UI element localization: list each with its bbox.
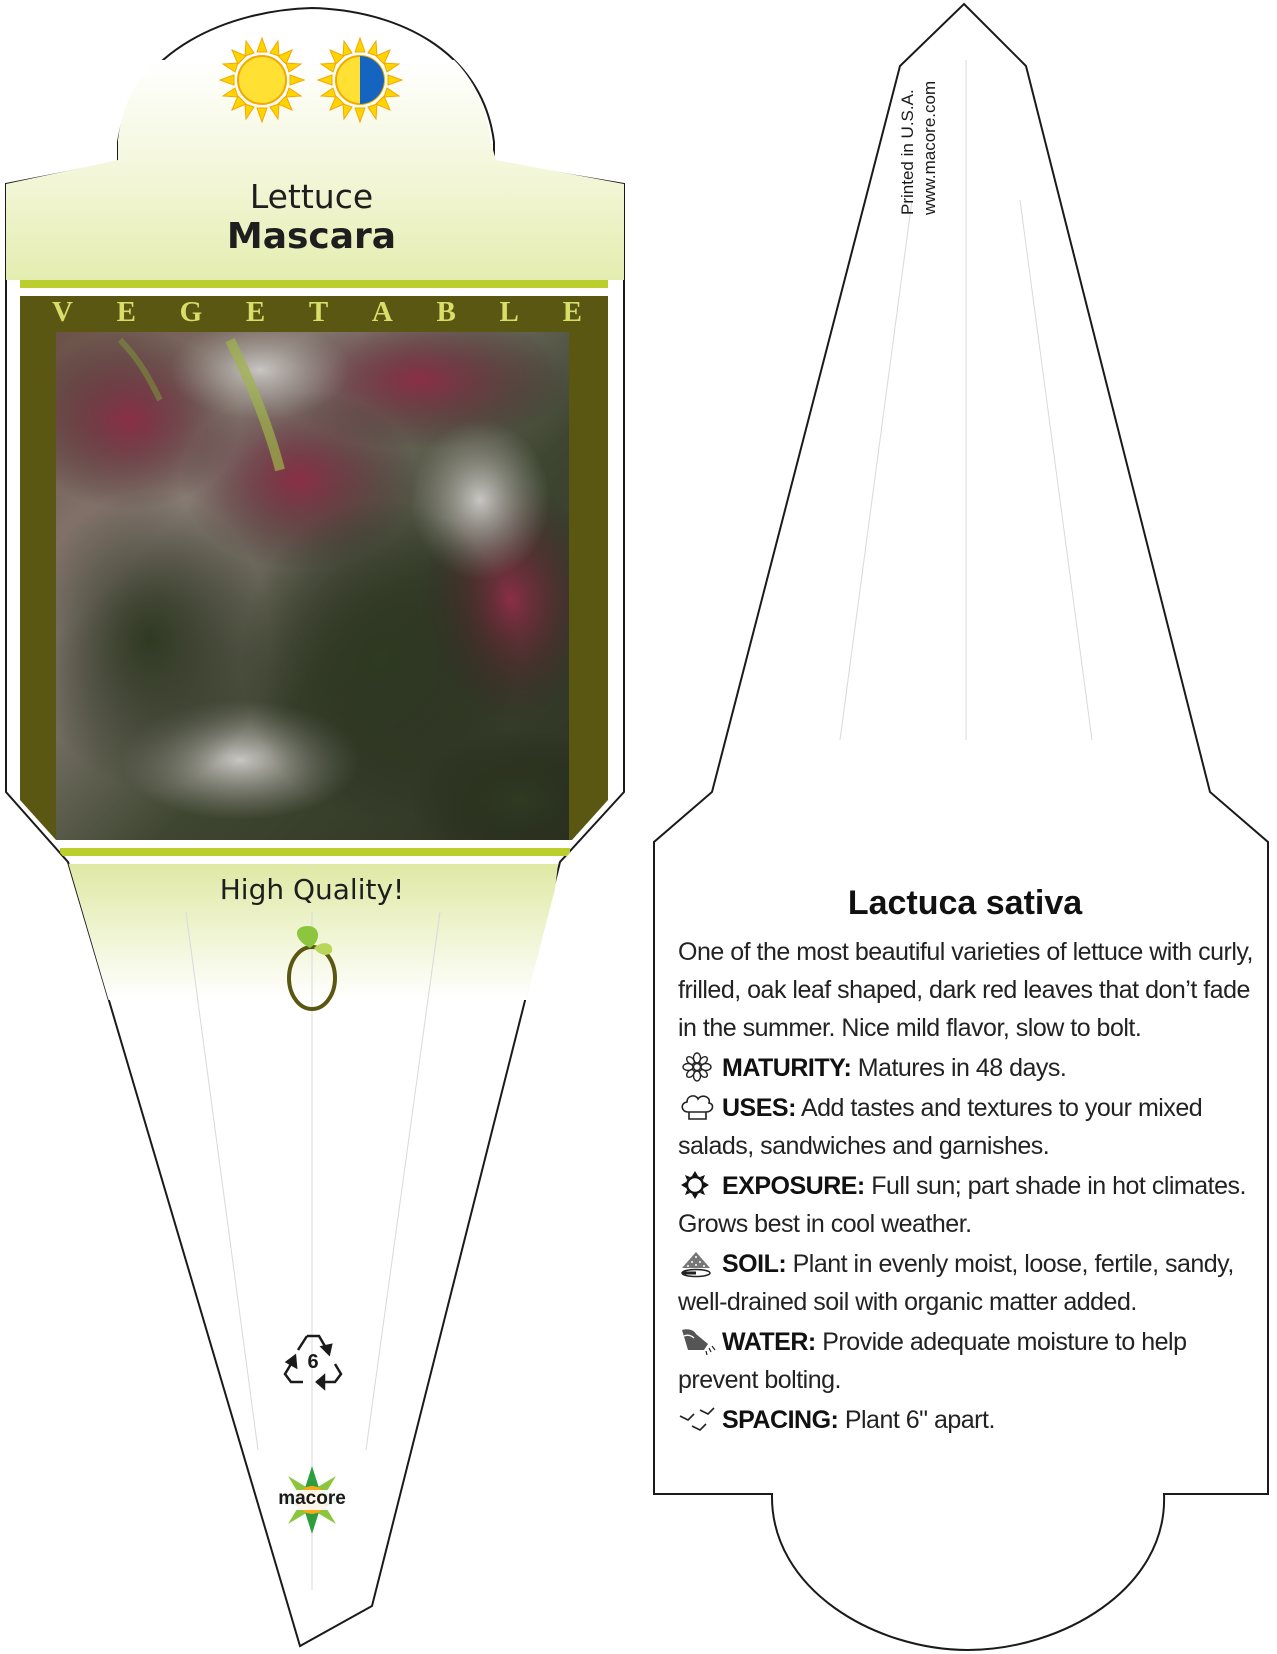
printer-info xyxy=(897,35,941,215)
category-letter: E xyxy=(245,296,266,328)
care-text: Matures in 48 days. xyxy=(851,1054,1067,1082)
care-label: SPACING: xyxy=(722,1406,839,1434)
category-letter: A xyxy=(371,296,393,328)
category-letter: V xyxy=(52,296,73,328)
category-letter: B xyxy=(436,296,456,328)
lettuce-plant-photo xyxy=(20,310,630,870)
brand-name: macore xyxy=(278,1488,346,1509)
tagline: High Quality! xyxy=(219,873,405,906)
care-text: Plant in evenly moist, loose, fertile, sandy, well-drained soil with organic matter added. xyxy=(678,1250,1234,1316)
care-item-exposure xyxy=(678,1167,1264,1243)
printed-in-text: Printed in U.S.A. xyxy=(898,89,917,215)
care-label: WATER: xyxy=(722,1328,816,1356)
recycle-number: 6 xyxy=(307,1351,319,1373)
category-letter: E xyxy=(562,296,582,328)
plant-description: One of the most beautiful varieties of lettuce with curly, frilled, oak leaf shaped, dark red leaves that don’t fade in the summer. Nice mild flavor, slow to bolt. xyxy=(678,938,1253,1042)
website-text: www.macore.com xyxy=(920,80,939,215)
care-item-uses xyxy=(678,1089,1264,1165)
category-letter: E xyxy=(116,296,136,328)
care-text: Provide adequate moisture to help prevent bolting. xyxy=(678,1328,1187,1394)
sun-icon xyxy=(678,1170,716,1200)
flower-icon xyxy=(678,1052,716,1082)
category-letter: G xyxy=(179,296,203,328)
common-name: Lettuce xyxy=(249,177,374,216)
care-item-soil xyxy=(678,1245,1264,1321)
care-label: EXPOSURE: xyxy=(722,1172,865,1200)
care-instructions xyxy=(678,1049,1264,1441)
soil-icon xyxy=(678,1248,716,1278)
care-label: SOIL: xyxy=(722,1250,787,1278)
botanical-name: Lactuca sativa xyxy=(847,884,1083,922)
watering-can-icon xyxy=(678,1326,716,1356)
chef-hat-icon xyxy=(678,1092,716,1122)
care-text: Add tastes and textures to your mixed salads, sandwiches and garnishes. xyxy=(678,1094,1203,1160)
care-label: USES: xyxy=(722,1094,796,1122)
category-letter: T xyxy=(308,296,329,328)
care-label: MATURITY: xyxy=(722,1054,852,1082)
category-label xyxy=(52,296,582,329)
variety-name: Mascara xyxy=(226,216,397,257)
care-item-spacing xyxy=(678,1401,1264,1439)
care-text: Plant 6" apart. xyxy=(838,1406,995,1434)
category-letter: L xyxy=(499,296,519,328)
care-item-maturity xyxy=(678,1049,1264,1087)
care-item-water xyxy=(678,1323,1264,1399)
care-text: Full sun; part shade in hot climates. Grows best in cool weather. xyxy=(678,1172,1246,1238)
spacing-icon xyxy=(678,1404,716,1434)
full-sun-icon xyxy=(220,38,304,122)
part-sun-icon xyxy=(318,38,402,122)
